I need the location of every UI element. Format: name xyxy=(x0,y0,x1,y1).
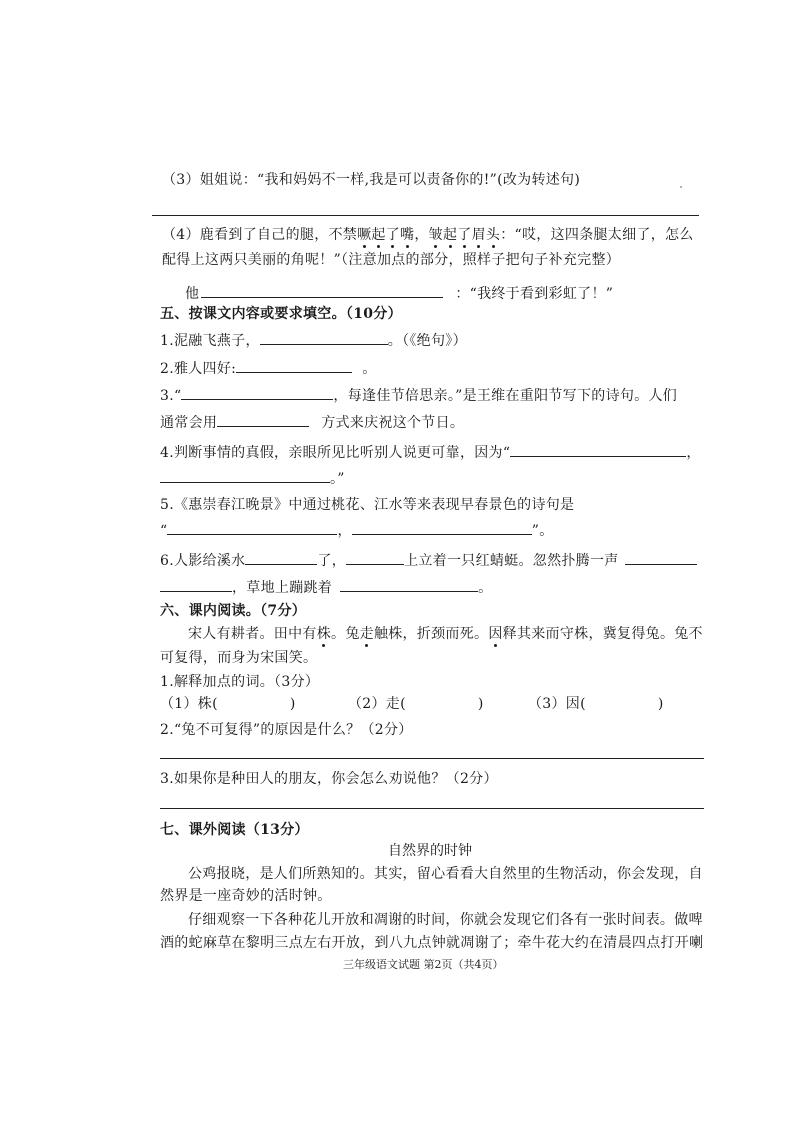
text-run: （2）走( xyxy=(348,696,406,712)
fill-blank[interactable] xyxy=(201,283,443,298)
fill-blank[interactable] xyxy=(160,468,330,483)
section-6-question-1-blanks xyxy=(160,694,296,714)
fill-blank[interactable] xyxy=(217,412,309,427)
section-6-question-1: 1.解释加点的词。（3分） xyxy=(160,674,320,690)
question-3-text: （3）姐姐说：“我和妈妈不一样,我是可以责备你的!”(改为转述句) xyxy=(162,172,581,188)
section-6-question-1-blank-3 xyxy=(528,694,664,714)
section-6-question-2: 2.“兔不可复得”的原因是什么？（2分） xyxy=(160,722,413,738)
text-run: 方式来庆祝这个节日。 xyxy=(321,415,465,431)
text-run: 释其来而守株，冀复得兔。兔不 xyxy=(502,626,703,642)
fill-blank[interactable] xyxy=(245,550,317,565)
text-run: ) xyxy=(289,696,296,712)
text-run: 。 xyxy=(362,361,377,377)
dotted-char: 眉 xyxy=(471,227,486,243)
fill-blank[interactable] xyxy=(510,442,686,457)
text-run: 6.人影给溪水 xyxy=(160,553,246,569)
fill-blank[interactable] xyxy=(260,330,388,345)
section-5-item-2 xyxy=(160,358,377,379)
dotted-phrase-1 xyxy=(357,227,414,243)
text-run: 上立着一只红蜻蜓。忽然扑腾一声 xyxy=(404,553,619,569)
section-5-item-4-line-1 xyxy=(160,442,701,463)
answer-line[interactable] xyxy=(152,215,699,216)
fill-blank[interactable] xyxy=(625,550,697,565)
answer-line[interactable] xyxy=(160,758,704,759)
section-5-title: 五、按课文内容或要求填空。（10分） xyxy=(160,306,402,322)
text-run: （1）株( xyxy=(160,696,218,712)
fill-blank[interactable] xyxy=(352,520,532,535)
dotted-char: 了 xyxy=(457,227,472,243)
text-run: ) xyxy=(657,696,664,712)
section-6-title: 六、课内阅读。（7分） xyxy=(160,603,307,619)
dotted-char: 噘 xyxy=(357,227,372,243)
text-run: ”。 xyxy=(531,523,554,539)
fill-blank[interactable] xyxy=(346,550,404,565)
text-run: 3.“ xyxy=(160,388,182,404)
section-5-item-5-line-1: 5.《惠崇春江晚景》中通过桃花、江水等来表现早春景色的诗句是 xyxy=(160,497,575,513)
text-run: ， xyxy=(686,445,701,461)
text-run: ) xyxy=(477,696,484,712)
article-p2-line-2: 酒的蛇麻草在黎明三点左右开放，到八九点钟就凋谢了；牵牛花大约在清晨四点打开喇 xyxy=(160,935,704,951)
section-6-question-1-blank-2 xyxy=(348,694,484,714)
dotted-word: 走 xyxy=(359,626,374,642)
dotted-char: 皱 xyxy=(428,227,443,243)
article-title: 自然界的时钟 xyxy=(388,843,472,859)
text-run: ， xyxy=(414,227,429,243)
section-7-title: 七、课外阅读（13分） xyxy=(160,822,309,838)
text-run: ， xyxy=(337,523,352,539)
dotted-word: 株 xyxy=(316,626,332,642)
article-p1-line-2: 然界是一座奇妙的活时钟。 xyxy=(160,888,332,904)
fill-blank[interactable] xyxy=(236,358,352,373)
text-run: ：“哎，这四条腿太细了，怎么 xyxy=(500,227,694,243)
section-5-item-6-line-2 xyxy=(160,577,492,598)
text-run: 了， xyxy=(317,553,347,569)
article-p1-line-1: 公鸡报晓，是人们所熟知的。其实，留心看看大自然里的生物活动，你会发现，自 xyxy=(188,866,703,882)
fill-blank[interactable] xyxy=(167,520,337,535)
section-5-item-1 xyxy=(160,330,467,351)
text-run: 。 xyxy=(478,580,493,596)
text-run: 。兔 xyxy=(331,626,360,642)
section-5-item-5-line-2 xyxy=(160,520,554,541)
dotted-word: 因 xyxy=(488,626,503,642)
text-run: 1.泥融飞燕子， xyxy=(160,333,260,349)
dotted-char: 嘴 xyxy=(400,227,415,243)
passage-line-1 xyxy=(188,624,703,644)
section-5-item-4-line-2 xyxy=(160,468,345,489)
text-run: 。（《绝句》） xyxy=(387,333,467,349)
text-run: 2.雅人四好: xyxy=(160,361,237,377)
text-run: 。” xyxy=(330,471,345,487)
text-run: ，草地上蹦跳着 xyxy=(232,580,333,596)
fill-blank[interactable] xyxy=(160,577,232,592)
question-4-line-1 xyxy=(162,225,694,245)
text-run: ：“我终于看到彩虹了！” xyxy=(455,286,614,302)
question-4-line-2: 配得上这两只美丽的角呢！”（注意加点的部分，照样子把句子补充完整） xyxy=(162,252,621,268)
dotted-phrase-2 xyxy=(429,227,501,243)
section-5-item-3-line-1 xyxy=(160,385,677,406)
article-p2-line-1: 仔细观察一下各种花儿开放和凋谢的时间，你就会发现它们各有一张时间表。做啤 xyxy=(188,912,703,928)
question-4-line-3 xyxy=(185,283,613,304)
text-run: 宋人有耕者。田中有 xyxy=(188,626,317,642)
dotted-char: 起 xyxy=(371,227,386,243)
text-run: 他 xyxy=(185,286,200,302)
text-run: ，每逢佳节倍思亲。”是王维在重阳节写下的诗句。人们 xyxy=(333,388,678,404)
section-5-item-6-line-1 xyxy=(160,550,697,571)
text-run: “ xyxy=(160,523,168,539)
dotted-char: 了 xyxy=(385,227,401,243)
text-run: （3）因( xyxy=(528,696,586,712)
dotted-char: 起 xyxy=(442,227,458,243)
scan-speck xyxy=(680,186,682,188)
answer-line[interactable] xyxy=(160,808,704,809)
text-run: （4）鹿看到了自己的腿，不禁 xyxy=(162,227,358,243)
section-5-item-3-line-2 xyxy=(160,412,464,433)
passage-line-2: 可复得，而身为宋国笑。 xyxy=(160,650,318,666)
fill-blank[interactable] xyxy=(181,385,333,400)
dotted-char: 头 xyxy=(485,227,501,243)
page-footer: 三年级语文试题 第2页（共4页） xyxy=(343,958,504,971)
text-run: 4.判断事情的真假，亲眼所见比听别人说更可靠，因为“ xyxy=(160,445,511,461)
fill-blank[interactable] xyxy=(340,577,478,592)
section-6-question-3: 3.如果你是种田人的朋友，你会怎么劝说他？（2分） xyxy=(160,771,498,787)
text-run: 触株，折颈而死。 xyxy=(373,626,489,642)
text-run: 通常会用 xyxy=(160,415,218,431)
